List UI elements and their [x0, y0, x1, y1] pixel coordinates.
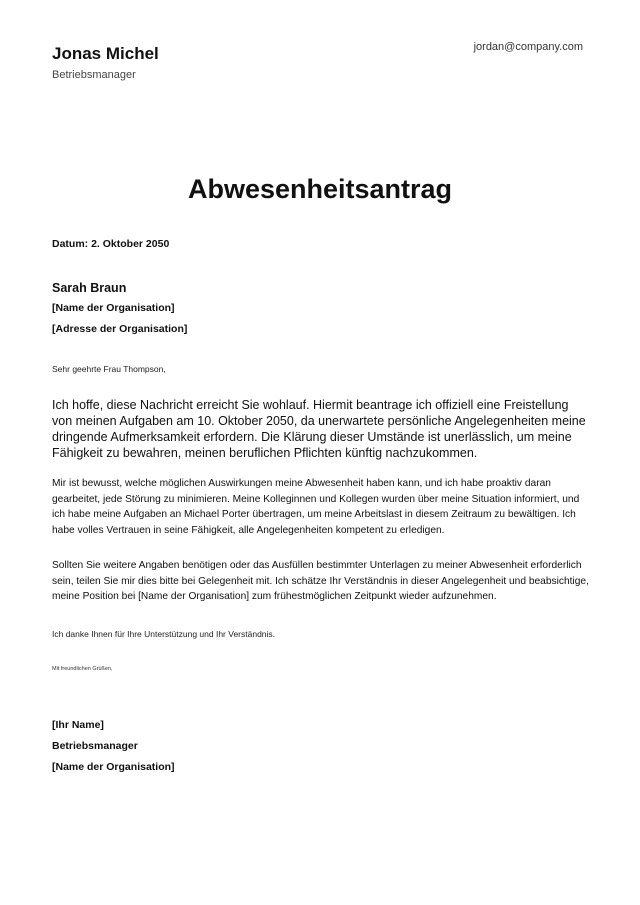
- recipient-organization: [Name der Organisation]: [52, 302, 175, 314]
- thanks-line: Ich danke Ihnen für Ihre Unterstützung und Ihr Verständnis.: [52, 629, 276, 639]
- sender-role: Betriebsmanager: [52, 69, 136, 81]
- recipient-address: [Adresse der Organisation]: [52, 323, 188, 335]
- sender-name: Jonas Michel: [52, 44, 159, 63]
- closing-line: Mit freundlichen Grüßen,: [52, 666, 113, 672]
- signature-organization: [Name der Organisation]: [52, 761, 175, 773]
- body-paragraph-1: Ich hoffe, diese Nachricht erreicht Sie wohlauf. Hiermit beantrage ich offiziell eine Freistellung von meinen Aufgaben am 10. Oktober 2050, da unerwartete persönliche Angelegenheiten meine dringende Aufmerksamkeit erfordern. Die Klärung dieser Umstände ist unerlässlich, um meine Fähigkeit zu bewahren, meinen beruflichen Pflichten künftig nachzukommen.: [52, 398, 586, 460]
- document-title: Abwesenheitsantrag: [187, 174, 453, 204]
- recipient-name: Sarah Braun: [52, 281, 127, 295]
- signature-name: [Ihr Name]: [52, 719, 104, 731]
- salutation: Sehr geehrte Frau Thompson,: [52, 364, 166, 374]
- signature-role: Betriebsmanager: [52, 740, 138, 752]
- body-paragraph-3: Sollten Sie weitere Angaben benötigen oder das Ausfüllen bestimmter Unterlagen zu meiner Abwesenheit erforderlich sein, teilen Sie mir dies bitte bei Gelegenheit mit. Ich schätze Ihr Verständnis in dieser Angelegenheit und beabsichtige, meine Position bei [Name der Organisation] zum frühestmöglichen Zeitpunkt wieder aufzunehmen.: [52, 560, 589, 602]
- sender-email: jordan@company.com: [473, 41, 583, 53]
- body-paragraph-2: Mir ist bewusst, welche möglichen Auswirkungen meine Abwesenheit haben kann, und ich habe proaktiv daran gearbeitet, jede Störung zu minimieren. Meine Kolleginnen und Kollegen wurden über meine Situation informiert, und ich habe meine Aufgaben an Michael Porter übertragen, um meine Arbeitslast in diesem Zeitraum zu bewältigen. Ich habe volles Vertrauen in seine Fähigkeit, alle Angelegenheiten kompetent zu erledigen.: [52, 478, 580, 536]
- date-line: Datum: 2. Oktober 2050: [52, 238, 170, 250]
